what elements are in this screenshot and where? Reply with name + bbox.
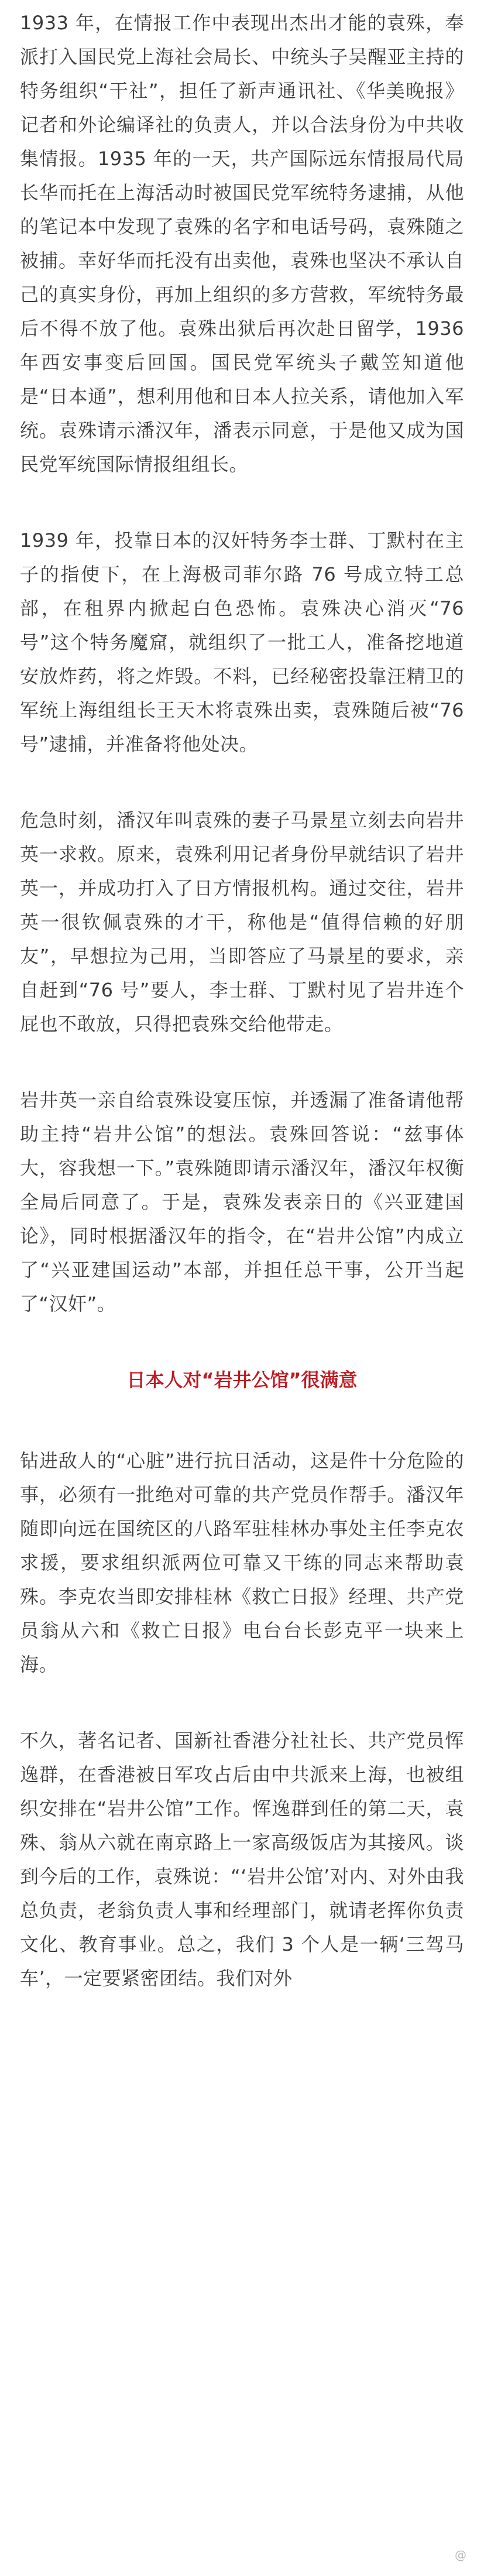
article-paragraph: 钻进敌人的“心脏”进行抗日活动，这是件十分危险的事，必须有一批绝对可靠的共产党员作帮手。潘汉年随即向远在国统区的八路军驻桂林办事处主任李克农求援，要求组织派两位可靠又干练的同志来帮助袁殊。李克农当即安排桂林《救亡日报》经理、共产党员翁从六和《救亡日报》电台台长彭克平一块来上海。 <box>20 1450 464 1676</box>
article-paragraph: 1939 年，投靠日本的汉奸特务李士群、丁默村在主子的指使下，在上海极司菲尔路 76 号成立特工总部，在租界内掀起白色恐怖。袁殊决心消灭“76 号”这个特务魔窟，就组织了一批工人，准备挖地道安放炸药，将之炸毁。不料，已经秘密投靠汪精卫的军统上海组组长王天木将袁殊出卖，袁殊随后被“76 号”逮捕，并准备将他处决。 <box>20 529 464 755</box>
article-paragraph: 不久，著名记者、国新社香港分社社长、共产党员恽逸群，在香港被日军攻占后由中共派来上海，也被组织安排在“岩井公馆”工作。恽逸群到任的第二天，袁殊、翁从六就在南京路上一家高级饭店为其接风。谈到今后的工作，袁殊说：“‘岩井公馆’对内、对外由我总负责，老翁负责人事和经理部门，就请老挥你负责文化、教育事业。总之，我们 3 个人是一辆‘三驾马车’，一定要紧密团结。我们对外 <box>20 1729 464 1989</box>
watermark: @ <box>455 2548 466 2562</box>
article-paragraph: 危急时刻，潘汉年叫袁殊的妻子马景星立刻去向岩井英一求救。原来，袁殊利用记者身份早就结识了岩井英一，并成功打入了日方情报机构。通过交往，岩井英一很钦佩袁殊的才干，称他是“值得信赖的好朋友”，早想拉为己用，当即答应了马景星的要求，亲自赶到“76 号”要人，李士群、丁默村见了岩井连个屁也不敢放，只得把袁殊交给他带走。 <box>20 809 464 1035</box>
section-heading: 日本人对“岩井公馆”很满意 <box>126 1369 358 1391</box>
article-paragraph: 岩井英一亲自给袁殊设宴压惊，并透漏了准备请他帮助主持“岩井公馆”的想法。袁殊回答说：“兹事体大，容我想一下。”袁殊随即请示潘汉年，潘汉年权衡全局后同意了。于是，袁殊发表亲日的《兴亚建国论》，同时根据潘汉年的指令，在“岩井公馆”内成立了“兴亚建国运动”本部，并担任总干事，公开当起了“汉奸”。 <box>20 1089 464 1315</box>
article-paragraph: 1933 年，在情报工作中表现出杰出才能的袁殊，奉派打入国民党上海社会局长、中统头子吴醒亚主持的特务组织“干社”，担任了新声通讯社、《华美晚报》记者和外论编译社的负责人，并以合法身份为中共收集情报。1935 年的一天，共产国际远东情报局代局长华而托在上海活动时被国民党军统特务逮捕，从他的笔记本中发现了袁殊的名字和电话号码，袁殊随之被捕。幸好华而托没有出卖他，袁殊也坚决不承认自己的真实身份，再加上组织的多方营救，军统特务最后不得不放了他。袁殊出狱后再次赴日留学，1936 年西安事变后回国。国民党军统头子戴笠知道他是“日本通”，想利用他和日本人拉关系，请他加入军统。袁殊请示潘汉年，潘表示同意，于是他又成为国民党军统国际情报组组长。 <box>20 12 464 475</box>
